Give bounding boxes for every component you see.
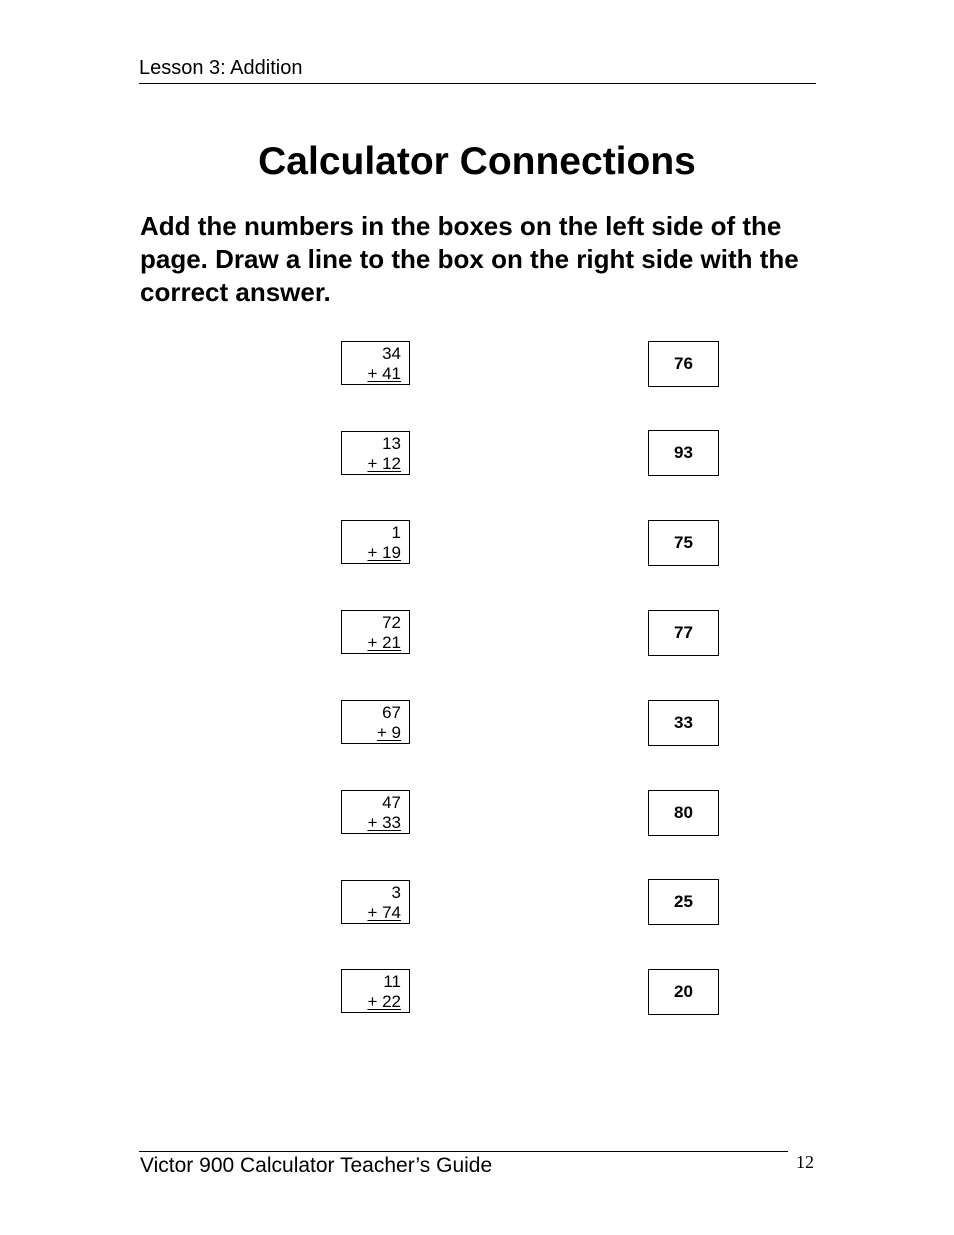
problem-addend-1: 67 — [382, 703, 401, 722]
answer-box: 33 — [648, 700, 719, 746]
problem-addend-1: 34 — [382, 344, 401, 363]
problem-addend-1: 13 — [382, 434, 401, 453]
problem-addend-1: 1 — [391, 523, 401, 542]
problem-addend-1: 47 — [382, 793, 401, 812]
problem-box — [341, 431, 410, 475]
footer-guide-title: Victor 900 Calculator Teacher’s Guide — [140, 1154, 493, 1177]
page-header — [139, 56, 816, 84]
instructions-text: Add the numbers in the boxes on the left side of the page. Draw a line to the box on the right side with the correct answer. — [140, 211, 799, 307]
page-title: Calculator Connections — [258, 140, 696, 183]
problem-box — [341, 790, 410, 834]
footer-rule — [139, 1151, 788, 1152]
header-lesson-label: Lesson 3: Addition — [139, 57, 303, 79]
answer-box: 75 — [648, 520, 719, 566]
problem-box — [341, 880, 410, 924]
answer-box: 20 — [648, 969, 719, 1015]
problem-addend-2: + 33 — [367, 813, 401, 832]
problem-box — [341, 969, 410, 1013]
problem-addend-1: 72 — [382, 613, 401, 632]
problem-box — [341, 341, 410, 385]
problem-box — [341, 520, 410, 564]
problem-addend-1: 11 — [383, 972, 401, 991]
problem-addend-2: + 22 — [367, 992, 401, 1011]
answer-box: 80 — [648, 790, 719, 836]
problem-addend-2: + 74 — [367, 903, 401, 922]
problem-addend-2: + 41 — [367, 364, 401, 383]
problem-box — [341, 700, 410, 744]
answer-box: 93 — [648, 430, 719, 476]
problem-addend-2: + 9 — [376, 723, 401, 742]
page-number: 12 — [796, 1152, 814, 1172]
problem-addend-2: + 21 — [367, 633, 401, 652]
problem-box — [341, 610, 410, 654]
answer-box: 25 — [648, 879, 719, 925]
answer-box: 76 — [648, 341, 719, 387]
problem-addend-2: + 19 — [367, 543, 401, 562]
answer-box: 77 — [648, 610, 719, 656]
problem-addend-1: 3 — [391, 883, 401, 902]
problem-addend-2: + 12 — [367, 454, 401, 473]
